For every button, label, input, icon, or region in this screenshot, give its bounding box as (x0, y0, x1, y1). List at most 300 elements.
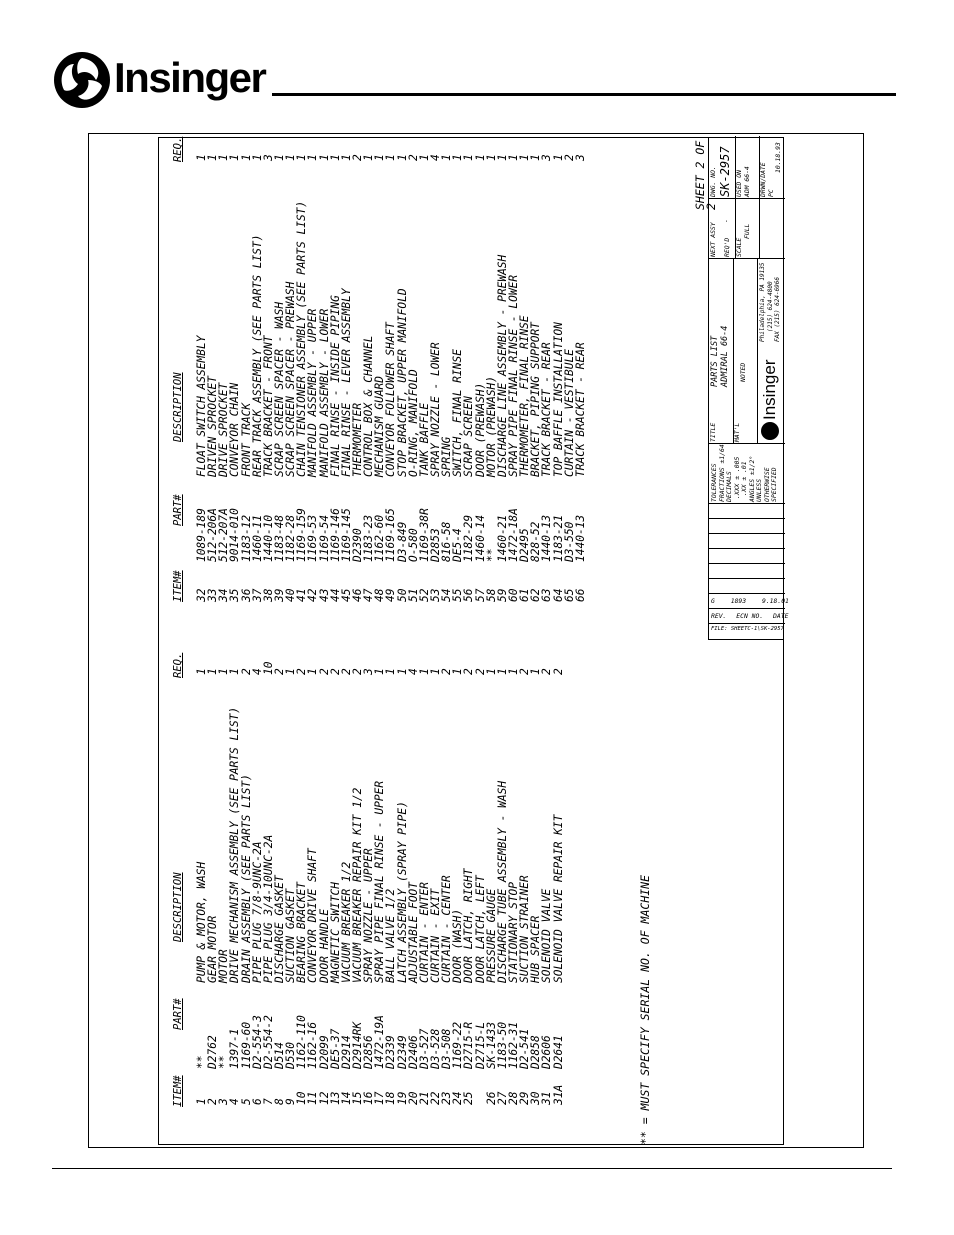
right-part-cell: 1169-54 (317, 514, 331, 562)
right-part-cell: 1460-11 (250, 514, 264, 562)
left-req-cell: 2 (518, 668, 532, 675)
right-part-cell: 1472-18A (506, 508, 520, 562)
header-part: PART# (172, 998, 184, 1030)
left-item-cell: 14 (339, 1091, 353, 1105)
right-desc-cell: TRACK BRACKET - REAR (573, 342, 587, 477)
right-item-cell: 59 (495, 588, 509, 602)
footer-rule (52, 1168, 892, 1169)
right-part-cell: 816-58 (440, 521, 454, 562)
left-item-cell: 31A (551, 1084, 565, 1105)
right-part-cell: 1162-60 (373, 514, 387, 562)
right-item-cell: 34 (217, 588, 231, 602)
right-desc-cell: DOOR (PREWASH) (473, 382, 487, 477)
left-desc-cell: PRESSURE GAUGE (484, 888, 498, 983)
right-req-cell: 2 (562, 154, 576, 161)
left-part-cell: D2-541 (518, 1028, 532, 1069)
right-part-cell: 1169-165 (384, 508, 398, 562)
right-part-cell: 1183-48 (272, 514, 286, 562)
left-req-cell: 1 (373, 668, 387, 675)
right-part-cell: 1183-12 (239, 514, 253, 562)
right-req-cell: 1 (306, 154, 320, 161)
right-part-cell: 1169-146 (328, 508, 342, 562)
right-desc-cell: THERMOMETER, FINAL RINSE (518, 315, 532, 477)
right-desc-cell: CURTAIN - VESTIBULE (562, 349, 576, 477)
right-req-cell: 1 (462, 154, 476, 161)
right-desc-cell: SWITCH, FINAL RINSE (451, 349, 465, 477)
left-desc-cell: LATCH ASSEMBLY (SPRAY PIPE) (395, 801, 409, 983)
insinger-swirl-icon (52, 50, 112, 110)
left-item-cell: 2 (206, 1098, 220, 1105)
company-logo-icon (761, 422, 779, 440)
left-item-cell: 20 (406, 1091, 420, 1105)
title-label: TITLE (709, 422, 717, 442)
right-desc-cell: MOTOR (PREWASH) (484, 375, 498, 477)
right-part-cell: 1440-10 (261, 514, 275, 562)
right-desc-cell: SCRAP SCREEN SPACER - WASH (272, 301, 286, 477)
header-description-2: DESCRIPTION (172, 372, 184, 442)
right-desc-cell: FINAL RINSE - INSIDE PIPING (328, 295, 342, 477)
right-desc-cell: TOP BAFFLE INSTALLATION (551, 322, 565, 477)
left-req-cell: 2 (440, 668, 454, 675)
right-req-cell: 1 (228, 154, 242, 161)
right-req-cell: 1 (440, 154, 454, 161)
right-req-cell: 1 (473, 154, 487, 161)
left-part-cell: D514 (272, 1042, 286, 1069)
right-item-cell: 49 (384, 588, 398, 602)
left-item-cell: 1 (195, 1098, 208, 1105)
left-item-cell: 7 (261, 1098, 275, 1105)
right-part-cell: ** (484, 548, 498, 562)
right-req-cell: 1 (451, 154, 465, 161)
right-desc-cell: SPRAY PIPE FINAL RINSE - LOWER (506, 274, 520, 477)
right-part-column (196, 508, 586, 562)
right-item-cell: 47 (362, 588, 376, 602)
left-part-cell: D2349 (395, 1035, 409, 1069)
right-desc-cell: CONVEYOR CHAIN (228, 382, 242, 477)
left-part-cell: D530 (284, 1042, 298, 1069)
title-line-1: PARTS LIST (710, 335, 720, 387)
right-req-cell: 1 (495, 154, 509, 161)
right-item-cell: 58 (484, 588, 498, 602)
right-desc-cell: MANIFOLD ASSEMBLY - LOWER (317, 308, 331, 477)
left-desc-cell: CURTAIN - CENTER (440, 875, 454, 983)
material-label: MAT'L (733, 422, 741, 442)
left-req-cell: 1 (384, 668, 398, 675)
left-desc-cell: DISCHARGE GASKET (272, 875, 286, 983)
right-desc-cell: BRACKET, PIPING SUPPORT (529, 322, 543, 477)
right-item-cell: 42 (306, 588, 320, 602)
left-item-cell: 17 (373, 1091, 387, 1105)
left-desc-cell: DRAIN ASSEMBLY (SEE PARTS LIST) (239, 774, 253, 983)
left-item-cell: 31 (540, 1091, 554, 1105)
left-desc-cell: BALL VALVE 1/2 (384, 888, 398, 983)
right-req-cell: 1 (417, 154, 431, 161)
left-desc-cell: HUB SPACER (529, 915, 543, 983)
right-part-cell: DE5-4 (451, 528, 465, 562)
left-desc-cell: GEAR MOTOR (206, 915, 220, 983)
right-desc-cell: DISCHARGE LINE ASSEMBLY - PREWASH (495, 254, 509, 477)
right-desc-cell: TRACK BRACKET - FRONT (261, 335, 275, 477)
serial-number-note: ** = MUST SPECIFY SERIAL NO. OF MACHINE (638, 874, 652, 1145)
right-desc-cell: MANIFOLD ASSEMBLY - UPPER (306, 308, 320, 477)
right-req-cell: 1 (239, 154, 253, 161)
left-item-cell: 13 (328, 1091, 342, 1105)
left-desc-cell: ADJUSTABLE FOOT (406, 881, 420, 983)
brand-name: Insinger (114, 54, 266, 101)
left-desc-cell: DISCHARGE TUBE ASSEMBLY - WASH (495, 780, 509, 983)
left-item-cell: 23 (440, 1091, 454, 1105)
left-req-cell: 1 (306, 668, 320, 675)
right-req-cell: 1 (362, 154, 376, 161)
right-item-cell: 52 (417, 588, 431, 602)
left-item-cell: 22 (428, 1091, 442, 1105)
right-req-cell: 1 (206, 154, 220, 161)
company-fax: FAX (215) 624-6966 (774, 276, 781, 342)
right-item-cell: 62 (529, 588, 543, 602)
left-part-cell: D2641 (551, 1035, 565, 1069)
left-item-cell: 4 (228, 1098, 242, 1105)
header-part-2: PART# (172, 494, 184, 526)
right-part-cell: 1089-189 (195, 508, 208, 562)
left-req-cell: 1 (428, 668, 442, 675)
left-item-cell: 10 (295, 1091, 309, 1105)
left-item-cell: 9 (284, 1098, 298, 1105)
left-desc-cell: CURTAIN - ENTER (417, 881, 431, 983)
right-req-cell: 3 (261, 154, 275, 161)
left-item-cell: 16 (362, 1091, 376, 1105)
right-item-cell: 64 (551, 588, 565, 602)
right-part-cell: 512-206A (206, 508, 220, 562)
right-item-cell: 45 (339, 588, 353, 602)
right-desc-cell: SCRAP SCREEN (462, 396, 476, 477)
right-req-cell: 3 (540, 154, 554, 161)
right-desc-cell: DRIVEN SPROCKET (206, 375, 220, 477)
left-req-cell: 2 (328, 668, 342, 675)
right-req-cell: 1 (195, 154, 208, 161)
drawing-number: SK-2957 (717, 146, 732, 197)
left-desc-cell: STATIONARY STOP (506, 881, 520, 983)
right-part-cell: 1182-29 (462, 514, 476, 562)
right-item-cell: 63 (540, 588, 554, 602)
right-desc-cell: FINAL RINSE - LEVER ASSEMBLY (339, 288, 353, 477)
right-req-cell: 1 (339, 154, 353, 161)
left-req-cell: 2 (239, 668, 253, 675)
right-desc-cell: STOP BRACKET, UPPER MANIFOLD (395, 288, 409, 477)
right-item-cell: 32 (195, 588, 208, 602)
left-desc-cell: DOOR HANDLE (317, 908, 331, 983)
right-item-cell: 48 (373, 588, 387, 602)
dwg-no-label: DWG. NO. (709, 166, 717, 197)
right-part-cell: 1440-13 (573, 514, 587, 562)
right-req-cell: 1 (217, 154, 231, 161)
left-part-cell: D3-527 (417, 1028, 431, 1069)
right-desc-cell: CHAIN TENSIONER ASSEMBLY (SEE PARTS LIST) (295, 200, 309, 477)
left-req-cell: 1 (451, 668, 465, 675)
title-line-2: ADMIRAL 66-4 (720, 325, 730, 387)
insinger-logo (52, 50, 278, 110)
left-req-cell: 2 (473, 668, 487, 675)
right-part-cell: 1440-13 (540, 514, 554, 562)
right-desc-cell: SPRAY NOZZLE - LOWER (428, 342, 442, 477)
right-item-cell: 60 (506, 588, 520, 602)
left-part-cell: D2-554-2 (261, 1015, 275, 1069)
left-req-cell: 2 (317, 668, 331, 675)
left-desc-cell: DOOR LATCH, LEFT (473, 875, 487, 983)
date-value: 9.18.01 (761, 597, 789, 605)
right-req-cell: 1 (506, 154, 520, 161)
right-item-cell: 57 (473, 588, 487, 602)
left-item-column (196, 1085, 564, 1105)
left-item-cell: 3 (217, 1098, 231, 1105)
right-item-cell: 55 (451, 588, 465, 602)
right-part-cell: O-580 (406, 528, 420, 562)
ecn-header: ECN NO. (736, 612, 764, 620)
left-item-cell: 6 (250, 1098, 264, 1105)
right-req-cell: 1 (328, 154, 342, 161)
right-part-cell: 1182-28 (284, 514, 298, 562)
right-req-cell: 1 (529, 154, 543, 161)
header-item: ITEM# (172, 1075, 184, 1107)
rev-header: REV. (711, 612, 727, 620)
left-req-cell: 4 (250, 668, 264, 675)
left-part-cell: D2715-L (473, 1021, 487, 1069)
company-phone: (215) 624-4800 (766, 281, 774, 332)
left-item-cell: 21 (417, 1091, 431, 1105)
left-desc-cell: PIPE PLUG 7/8-9UNC-2A (250, 841, 264, 983)
left-req-cell: 1 (206, 668, 220, 675)
header-req: REQ. (172, 652, 184, 678)
right-desc-cell: THERMOMETER (350, 402, 364, 477)
right-part-cell: 1169-53 (306, 514, 320, 562)
left-part-cell: 1472-19A (373, 1015, 387, 1069)
right-desc-cell: SCRAP SCREEN SPACER - PREWASH (284, 281, 298, 477)
used-on-label: USED ON (735, 170, 743, 197)
angles-tolerance: ANGLES ±1/2° (747, 455, 756, 502)
right-req-cell: 2 (406, 154, 420, 161)
left-part-cell: 1162-16 (306, 1021, 320, 1069)
left-req-cell: 2 (540, 668, 554, 675)
left-item-cell: 18 (384, 1091, 398, 1105)
left-item-cell (475, 1085, 486, 1105)
right-part-cell: 828-52 (529, 521, 543, 562)
left-desc-cell: DOOR (WASH) (451, 908, 465, 983)
left-desc-cell: PIPE PLUG 3/4-10UNC-2A (261, 834, 275, 983)
reqd-label: REQ'D (722, 237, 731, 257)
right-desc-cell: FRONT TRACK (239, 402, 253, 477)
right-req-cell: 1 (317, 154, 331, 161)
left-part-cell: 1397-1 (228, 1028, 242, 1069)
left-part-cell: D2-554-3 (250, 1015, 264, 1069)
right-item-cell: 36 (239, 588, 253, 602)
left-desc-cell: SOLENOID VALVE REPAIR KIT (551, 814, 565, 983)
left-req-cell: 1 (217, 668, 231, 675)
left-description-column (196, 707, 564, 983)
left-req-cell: 3 (362, 668, 376, 675)
left-part-cell: 1169-60 (239, 1021, 253, 1069)
left-desc-cell: DOOR LATCH, RIGHT (462, 868, 476, 983)
right-desc-cell: FLOAT SWITCH ASSEMBLY (195, 335, 208, 477)
otherwise-label: OTHERWISE (762, 467, 771, 502)
right-desc-cell: CONVEYOR FOLLOWER SHAFT (384, 322, 398, 477)
left-part-cell: D2406 (406, 1035, 420, 1069)
left-part-cell: D2715-R (462, 1021, 476, 1069)
left-part-cell: D2914 (339, 1035, 353, 1069)
tolerances-label: TOLERANCES (710, 463, 718, 502)
right-part-cell: D3-849 (395, 521, 409, 562)
right-req-cell: 1 (395, 154, 409, 161)
left-req-cell: 2 (339, 668, 353, 675)
right-item-cell: 61 (518, 588, 532, 602)
reqd-value: - (722, 219, 730, 223)
right-item-cell: 33 (206, 588, 220, 602)
left-req-cell: 2 (272, 668, 286, 675)
right-item-cell: 53 (428, 588, 442, 602)
right-item-cell: 50 (395, 588, 409, 602)
left-desc-cell: BEARING BRACKET (295, 881, 309, 983)
used-on-value: ADM 66-4 (742, 166, 751, 197)
left-part-cell: SK-1433 (484, 1021, 498, 1069)
left-part-column (196, 1015, 564, 1069)
left-item-cell: 5 (239, 1098, 253, 1105)
left-desc-cell: SUCTION STRAINER (518, 875, 532, 983)
left-req-cell: 4 (406, 668, 420, 675)
left-item-cell: 8 (272, 1098, 286, 1105)
left-req-cell: 1 (395, 668, 409, 675)
right-desc-cell: SPRING (440, 436, 454, 477)
left-desc-cell: DRIVE MECHANISM ASSEMBLY (SEE PARTS LIST) (228, 706, 242, 983)
right-item-cell: 35 (228, 588, 242, 602)
right-item-cell: 46 (350, 588, 364, 602)
drawn-initials: PC (766, 189, 775, 197)
right-req-column (196, 154, 586, 161)
unless-label: UNLESS (755, 478, 763, 502)
right-desc-cell: O-RING, MANIFOLD (406, 369, 420, 477)
right-desc-cell: DRIVE SPROCKET (217, 382, 231, 477)
left-req-cell: 2 (551, 668, 565, 675)
left-desc-cell: SPRAY NOZZLE - UPPER (362, 848, 376, 983)
left-desc-cell: PUMP & MOTOR, WASH (195, 861, 208, 983)
right-part-cell: 1460-14 (473, 514, 487, 562)
right-req-cell: 4 (428, 154, 442, 161)
left-req-cell: 1 (417, 668, 431, 675)
parts-list-drawing (158, 136, 789, 1145)
right-item-cell: 37 (250, 588, 264, 602)
right-part-cell: 9014-010 (228, 508, 242, 562)
right-req-cell: 1 (518, 154, 532, 161)
right-item-column (196, 589, 586, 602)
right-part-cell: 1183-21 (551, 514, 565, 562)
left-req-cell: 1 (484, 668, 498, 675)
xxx-tolerance: .XXX ± .005 (732, 456, 741, 499)
right-part-cell: D2495 (518, 528, 532, 562)
left-desc-cell: SUCTION GASKET (284, 888, 298, 983)
left-desc-cell: SPRAY PIPE FINAL RINSE - UPPER (373, 780, 387, 983)
left-part-cell: D2099 (317, 1035, 331, 1069)
left-desc-cell: MAGNETIC SWITCH (328, 881, 342, 983)
right-req-cell: 1 (484, 154, 498, 161)
right-desc-cell: MECHANISM GUARD (373, 375, 387, 477)
right-part-cell: D2390 (350, 528, 364, 562)
left-req-cell: 1 (495, 668, 509, 675)
right-desc-cell: REAR TRACK ASSEMBLY (SEE PARTS LIST) (250, 234, 264, 477)
header-description: DESCRIPTION (172, 872, 184, 942)
right-req-cell: 1 (250, 154, 264, 161)
next-assy-label: NEXT ASSY (709, 222, 717, 257)
left-item-cell: 29 (518, 1091, 532, 1105)
right-item-cell: 44 (328, 588, 342, 602)
left-req-cell: 1 (284, 668, 298, 675)
right-item-cell: 65 (562, 588, 576, 602)
material-value: NOTED (739, 362, 747, 382)
left-item-cell: 25 (462, 1091, 476, 1105)
company-address: Philadelphia, PA 19135 (759, 262, 766, 342)
header-rule (272, 93, 896, 96)
right-part-cell: D3-550 (562, 521, 576, 562)
left-req-cell: 1 (195, 668, 208, 675)
right-req-cell: 3 (573, 154, 587, 161)
xx-tolerance: .XX ± .01 (740, 461, 748, 496)
left-req-cell: 2 (350, 668, 364, 675)
right-item-cell: 38 (261, 588, 275, 602)
ecn-value: 1893 (730, 597, 747, 605)
right-description-column (196, 201, 586, 477)
left-item-cell: 19 (395, 1091, 409, 1105)
header-item-2: ITEM# (172, 570, 184, 602)
fractions-tolerance: FRACTIONS ±1/64 (717, 444, 726, 502)
specified-label: SPECIFIED (770, 467, 778, 502)
right-req-cell: 1 (295, 154, 309, 161)
right-req-cell: 2 (350, 154, 364, 161)
right-req-cell: 1 (551, 154, 565, 161)
file-name: FILE: SHEETC-1\SK-2957 (711, 626, 784, 632)
right-req-cell: 1 (373, 154, 387, 161)
left-part-cell: 1169-22 (451, 1021, 465, 1069)
left-req-cell: 1 (506, 668, 520, 675)
right-item-cell: 56 (462, 588, 476, 602)
left-item-cell: 11 (306, 1091, 320, 1105)
drawn-date-label: DRWN/DATE (759, 162, 767, 197)
left-item-cell: 15 (350, 1091, 364, 1105)
left-part-cell: D2914RK (350, 1021, 364, 1069)
right-req-cell: 1 (284, 154, 298, 161)
right-part-cell: 1169-145 (339, 508, 353, 562)
left-req-column (196, 662, 564, 675)
left-desc-cell: CURTAIN - EXIT (428, 888, 442, 983)
header-req-2: REQ. (172, 136, 184, 162)
scale-label: SCALE (735, 237, 743, 257)
left-desc-cell: VACUUM BREAKER REPAIR KIT 1/2 (350, 787, 364, 983)
right-item-cell: 43 (317, 588, 331, 602)
right-item-cell: 66 (573, 588, 587, 602)
left-req-cell: 2 (462, 668, 476, 675)
right-part-cell: 1169-159 (295, 508, 309, 562)
right-item-cell: 40 (284, 588, 298, 602)
left-part-cell: ** (195, 1055, 208, 1069)
right-item-cell: 39 (272, 588, 286, 602)
sheet-number: SHEET 2 OF 2 (693, 140, 719, 210)
left-part-cell: D2339 (384, 1035, 398, 1069)
left-part-cell: D2856 (362, 1035, 376, 1069)
left-item-cell: 27 (495, 1091, 509, 1105)
left-part-cell: D2858 (529, 1035, 543, 1069)
decimals-label: DECIMALS (725, 471, 733, 502)
left-req-cell: 2 (295, 668, 309, 675)
right-desc-cell: CONTROL BOX & CHANNEL (362, 335, 376, 477)
left-part-cell: D3-528 (428, 1028, 442, 1069)
left-desc-cell: MOTOR (217, 949, 231, 983)
left-item-cell: 28 (506, 1091, 520, 1105)
right-part-cell: 1183-23 (362, 514, 376, 562)
